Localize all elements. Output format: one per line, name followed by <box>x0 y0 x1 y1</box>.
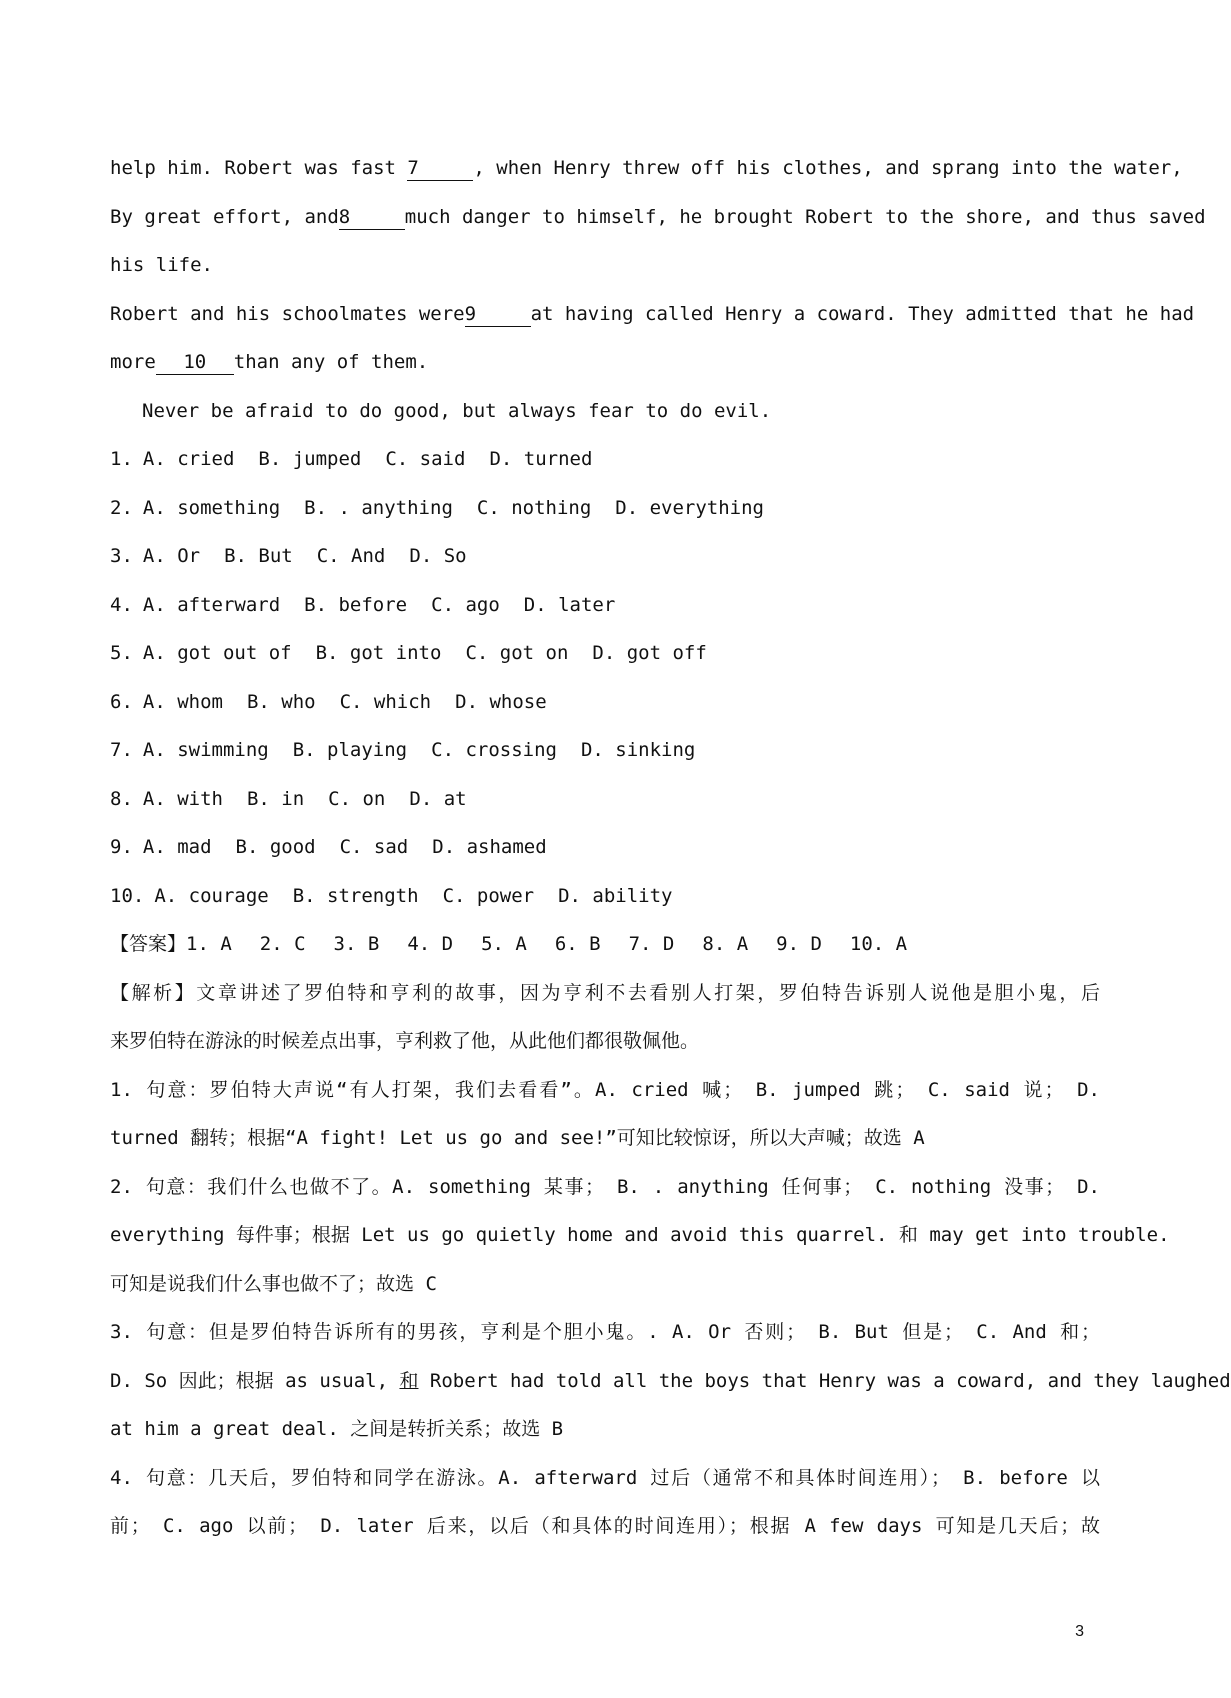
option-d: D. everything <box>615 496 764 519</box>
page-number: 3 <box>1075 1623 1084 1640</box>
question-row <box>110 827 1100 876</box>
answer-item: 4. D <box>407 933 454 955</box>
option-a: A. something <box>142 496 281 519</box>
moral-text: Never be afraid to do good, but always fear to do evil. <box>142 399 772 422</box>
answer-items <box>186 933 935 955</box>
answer-item: 6. B <box>554 933 601 955</box>
answer-item: 10. A <box>849 933 908 955</box>
option-a: A. afterward <box>142 593 281 616</box>
question-number: 6. <box>110 690 133 713</box>
analysis-line <box>110 1361 1231 1410</box>
passage-text: By great effort, and <box>110 205 339 228</box>
question-row <box>110 779 1100 828</box>
answer-item: 9. D <box>776 933 822 955</box>
question-row <box>110 876 1100 925</box>
question-number: 3. <box>110 545 133 567</box>
option-b: B. who <box>246 690 316 713</box>
option-c: C. which <box>339 690 432 713</box>
option-a: A. with <box>142 787 223 810</box>
analysis-text: 4. 句意：几天后，罗伯特和同学在游泳。A. afterward 过后（通常不和具体时间连用）； B. before 以 <box>110 1466 1100 1489</box>
option-d: D. ability <box>558 884 673 907</box>
option-c: C. sad <box>339 836 409 858</box>
analysis-underlined: 和 <box>399 1369 419 1392</box>
passage-text: much danger to himself, he brought Robert to the shore, and thus saved <box>404 205 1206 228</box>
question-row <box>110 439 1100 488</box>
analysis-text: 2. 句意：我们什么也做不了。A. something 某事； B. . anything 任何事； C. nothing 没事； D. <box>110 1175 1100 1198</box>
analysis-line <box>110 973 1100 1022</box>
option-d: D. turned <box>489 448 593 470</box>
option-b: B. jumped <box>258 448 362 470</box>
analysis-line <box>110 1458 1100 1507</box>
analysis-text: 前； C. ago 以前； D. later 后来，以后（和具体的时间连用）；根据 A few days 可知是几天后；故 <box>110 1515 1100 1537</box>
answer-item: 1. A <box>186 933 232 955</box>
question-number: 1. <box>110 448 133 470</box>
blank-10: 10 <box>156 350 234 375</box>
option-c: C. nothing <box>476 496 592 519</box>
option-a: A. Or <box>142 545 201 567</box>
analysis-line <box>110 1312 1100 1361</box>
option-b: B. playing <box>292 739 408 761</box>
option-a: A. cried <box>142 448 235 470</box>
question-row <box>110 488 1100 537</box>
answer-item: 7. D <box>628 933 675 955</box>
passage-line <box>110 148 1183 197</box>
answer-label: 【答案】 <box>110 933 187 955</box>
passage-text: his life. <box>110 254 213 276</box>
analysis-text: 3. 句意：但是罗伯特告诉所有的男孩，亨利是个胆小鬼。. A. Or 否则； B. But 但是； C. And 和； <box>110 1321 1100 1343</box>
option-b: B. before <box>304 593 408 616</box>
analysis-text: everything 每件事；根据 Let us go quietly home and avoid this quarrel. 和 may get into trouble. <box>110 1224 1170 1246</box>
option-b: B. . anything <box>304 496 453 519</box>
question-row <box>110 730 1100 779</box>
analysis-text: Robert had told all the boys that Henry was a coward, and they laughed <box>418 1369 1231 1392</box>
analysis-text: D. So 因此；根据 as usual, <box>110 1369 400 1392</box>
option-a: A. swimming <box>142 739 269 761</box>
analysis-line <box>110 1021 1100 1070</box>
passage-text: more <box>110 351 156 373</box>
analysis-line <box>110 1264 1100 1313</box>
option-a: A. mad <box>142 836 212 858</box>
option-a: A. courage <box>154 884 269 907</box>
answer-line <box>110 924 1100 973</box>
option-d: D. sinking <box>580 739 696 761</box>
question-number: 7. <box>110 739 133 761</box>
answer-item: 2. C <box>259 933 306 955</box>
option-c: C. on <box>328 787 386 810</box>
option-d: D. ashamed <box>432 836 547 858</box>
document-body <box>110 148 1231 1555</box>
analysis-text: at him a great deal. 之间是转折关系；故选 B <box>110 1418 564 1440</box>
question-list <box>110 439 1100 924</box>
passage-line <box>110 245 1100 294</box>
option-b: B. strength <box>292 884 419 907</box>
option-c: C. crossing <box>431 739 557 761</box>
option-c: C. ago <box>431 593 500 616</box>
passage-line <box>110 197 1206 246</box>
question-row <box>110 633 1100 682</box>
analysis-text: 【解析】文章讲述了罗伯特和亨利的故事，因为亨利不去看别人打架，罗伯特告诉别人说他是胆小鬼，后 <box>110 981 1100 1004</box>
passage-text: , when Henry threw off his clothes, and sprang into the water, <box>473 157 1183 179</box>
question-number: 10. <box>110 884 145 907</box>
answer-item: 8. A <box>702 933 749 955</box>
question-number: 2. <box>110 496 133 519</box>
question-number: 8. <box>110 787 133 810</box>
question-row <box>110 585 1100 634</box>
analysis-text: 来罗伯特在游泳的时候差点出事，亨利救了他，从此他们都很敬佩他。 <box>110 1030 700 1052</box>
option-d: D. got off <box>592 642 707 664</box>
analysis-text: turned 翻转；根据“A fight! Let us go and see!”可知比较惊讶，所以大声喊；故选 A <box>110 1127 925 1149</box>
option-c: C. said <box>385 448 466 470</box>
question-number: 4. <box>110 593 133 616</box>
option-a: A. got out of <box>142 642 292 664</box>
blank-8: 8 <box>339 205 405 230</box>
question-row <box>110 682 1100 731</box>
option-c: C. And <box>316 545 386 567</box>
option-d: D. later <box>523 593 616 616</box>
question-number: 5. <box>110 642 133 664</box>
passage-line <box>110 342 1100 391</box>
question-row <box>110 536 1100 585</box>
option-a: A. whom <box>142 690 223 713</box>
option-d: D. whose <box>455 690 547 713</box>
passage-text: help him. Robert was fast <box>110 157 408 179</box>
analysis-line <box>110 1118 1100 1167</box>
passage-text: at having called Henry a coward. They admitted that he had <box>530 302 1195 325</box>
answer-item: 5. A <box>481 933 527 955</box>
analysis-text: 1. 句意：罗伯特大声说“有人打架，我们去看看”。A. cried 喊； B. jumped 跳； C. said 说； D. <box>110 1078 1100 1101</box>
moral-line <box>110 391 1100 440</box>
option-d: D. at <box>409 787 467 810</box>
option-b: B. But <box>224 545 293 567</box>
passage-text: Robert and his schoolmates were <box>110 302 465 325</box>
passage-line <box>110 294 1195 343</box>
blank-9: 9 <box>465 302 531 327</box>
passage-text: than any of them. <box>233 351 429 373</box>
option-b: B. good <box>235 836 316 858</box>
analysis-text: 可知是说我们什么事也做不了；故选 C <box>110 1272 437 1295</box>
analysis-line <box>110 1167 1100 1216</box>
analysis-line <box>110 1070 1100 1119</box>
analysis-line <box>110 1409 1100 1458</box>
option-c: C. got on <box>465 642 569 664</box>
analysis-line <box>110 1506 1100 1555</box>
option-d: D. So <box>409 545 467 567</box>
option-c: C. power <box>442 884 535 907</box>
question-number: 9. <box>110 836 133 858</box>
answer-item: 3. B <box>333 933 380 955</box>
blank-7: 7 <box>407 156 473 181</box>
option-b: B. in <box>246 787 305 810</box>
option-b: B. got into <box>315 642 442 664</box>
analysis-line <box>110 1215 1170 1264</box>
